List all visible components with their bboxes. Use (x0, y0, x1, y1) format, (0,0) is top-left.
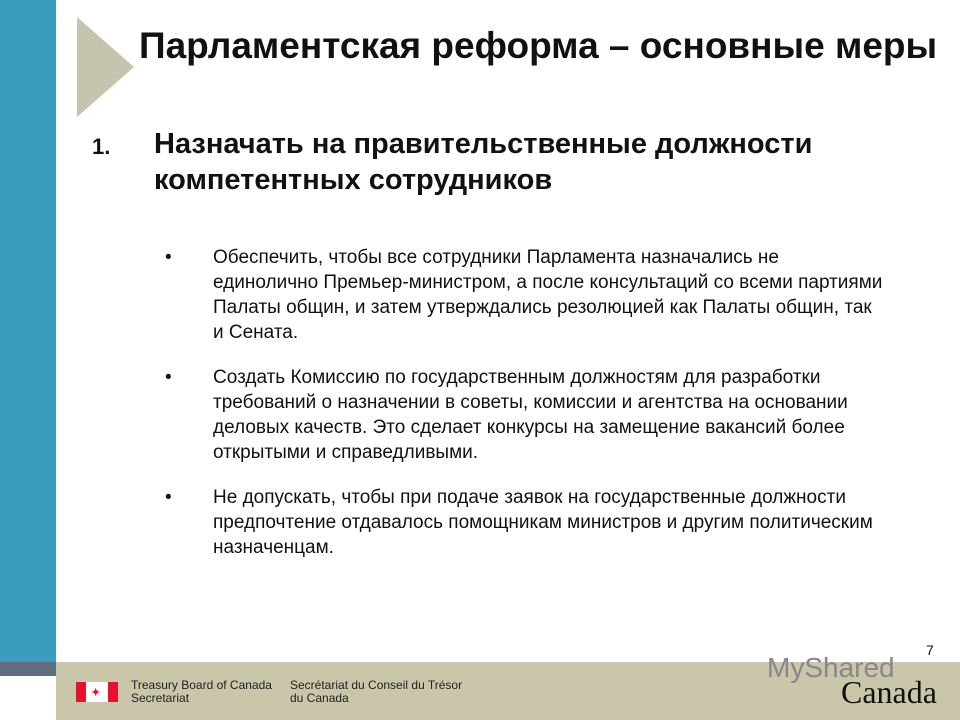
left-accent-bar-bottom (0, 662, 56, 676)
bullet-list (165, 245, 885, 580)
footer-french (290, 679, 462, 705)
footer-english-line2: Secretariat (131, 691, 190, 705)
footer (56, 652, 960, 720)
canada-flag-icon: ✦ (76, 682, 118, 702)
bullet-item: • Создать Комиссию по государственным должностям для разработки требований о назначении в советы, комиссии и агентства на основании деловых качеств. Это сделает конкурсы на замещение вакансий более открытыми и справедливыми. (165, 365, 885, 465)
footer-french-line1: Secrétariat du Conseil du Trésor (290, 678, 463, 692)
footer-english-line1: Treasury Board of Canada (131, 678, 272, 692)
page-number: 7 (926, 642, 934, 658)
footer-french-line2: du Canada (290, 691, 349, 705)
canada-wordmark: Canada (841, 674, 937, 710)
bullet-item: • Обеспечить, чтобы все сотрудники Парламента назначались не единолично Премьер-министром, а после консультаций со всеми партиями Палаты общин, и затем утверждались резолюцией как Палаты общин, так и Сената. (165, 245, 885, 345)
subheading: Назначать на правительственные должности компетентных сотрудников (154, 128, 813, 196)
left-accent-bar (0, 0, 56, 662)
subheading-number: 1. (92, 134, 111, 159)
slide-title: Парламентская реформа – основные меры (139, 25, 938, 66)
watermark: MyShared (767, 652, 895, 683)
bullet-item: • Не допускать, чтобы при подаче заявок на государственные должности предпочтение отдавалось помощникам министров и другим политическим назначенцам. (165, 485, 885, 560)
triangle-marker-icon (77, 17, 134, 117)
footer-english (131, 679, 272, 705)
